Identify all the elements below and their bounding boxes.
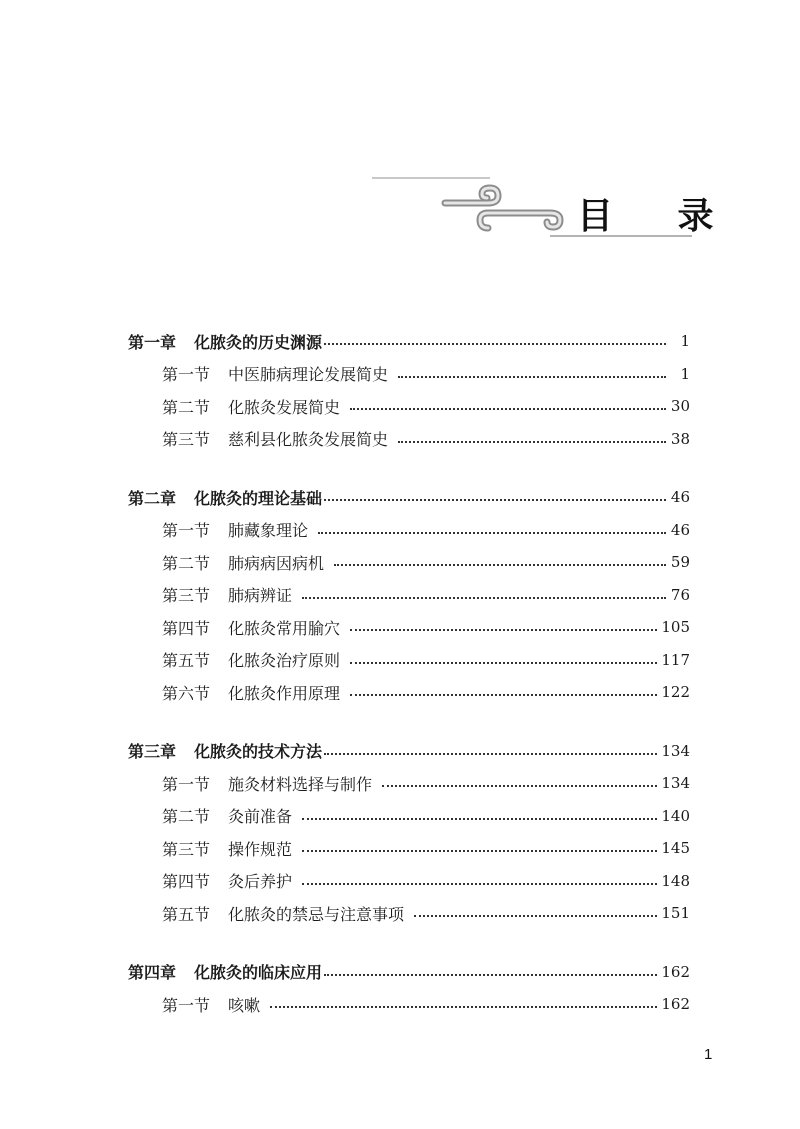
section-entry-page: 105	[661, 618, 690, 637]
section-entry-title: 化脓灸发展简史	[228, 397, 341, 417]
section-entry-page: 30	[670, 397, 690, 416]
section-entry-number: 第一节	[162, 521, 211, 541]
section-entry[interactable]	[128, 767, 690, 800]
chapter-entry-label	[128, 330, 322, 353]
chapter-entry-page: 162	[661, 962, 690, 981]
chapter-block	[128, 956, 690, 1021]
chapter-entry-label	[128, 960, 322, 983]
section-entry-label	[162, 902, 404, 925]
chapter-entry[interactable]	[128, 735, 690, 768]
section-entry-number: 第一节	[162, 365, 211, 385]
section-entry-page: 76	[670, 585, 690, 604]
section-entry-title: 施灸材料选择与制作	[228, 774, 373, 794]
dot-leader	[302, 883, 657, 885]
section-entry-label	[162, 616, 340, 639]
section-entry-title: 化脓灸作用原理	[228, 683, 341, 703]
section-entry[interactable]	[128, 865, 690, 898]
section-entry[interactable]	[128, 423, 690, 456]
section-entry-label	[162, 804, 292, 827]
section-entry[interactable]	[128, 897, 690, 930]
chapter-entry-number: 第四章	[128, 963, 177, 983]
chapter-entry-title: 化脓灸的理论基础	[194, 488, 323, 508]
section-entry-title: 操作规范	[228, 839, 293, 859]
section-entry-number: 第五节	[162, 904, 211, 924]
section-entry-number: 第一节	[162, 995, 211, 1015]
section-entry-title: 灸后养护	[228, 872, 293, 892]
chapter-entry[interactable]	[128, 956, 690, 989]
section-entry-title: 化脓灸治疗原则	[228, 651, 341, 671]
chapter-block	[128, 325, 690, 455]
section-entry-page: 140	[661, 806, 690, 825]
dot-leader	[302, 818, 657, 820]
section-entry-title: 咳嗽	[228, 995, 261, 1015]
section-entry-page: 151	[661, 904, 690, 923]
section-entry-title: 慈利县化脓灸发展简史	[228, 430, 389, 450]
dot-leader	[334, 564, 666, 566]
chapter-entry-page: 134	[661, 741, 690, 760]
page-number: 1	[704, 1046, 713, 1063]
section-entry-label	[162, 772, 372, 795]
dot-leader	[398, 376, 666, 378]
section-entry-page: 1	[680, 364, 690, 383]
section-entry-label	[162, 551, 324, 574]
section-entry-label	[162, 583, 292, 606]
section-entry-number: 第六节	[162, 683, 211, 703]
table-of-contents	[128, 325, 690, 1047]
section-entry-page: 148	[661, 871, 690, 890]
section-entry[interactable]	[128, 579, 690, 612]
section-entry-label	[162, 362, 388, 385]
toc-header	[370, 170, 740, 245]
dot-leader	[350, 662, 657, 664]
dot-leader	[302, 850, 657, 852]
section-entry[interactable]	[128, 611, 690, 644]
section-entry[interactable]	[128, 390, 690, 423]
chapter-entry-label	[128, 486, 322, 509]
section-entry-title: 中医肺病理论发展简史	[228, 365, 389, 385]
dot-leader	[318, 532, 666, 534]
dot-leader	[350, 408, 666, 410]
chapter-entry-title: 化脓灸的历史渊源	[194, 332, 323, 352]
chapter-entry-label	[128, 739, 322, 762]
section-entry-page: 134	[661, 774, 690, 793]
section-entry-page: 46	[670, 520, 690, 539]
section-entry-page: 122	[661, 683, 690, 702]
chapter-entry-title: 化脓灸的临床应用	[194, 963, 323, 983]
chapter-entry-title: 化脓灸的技术方法	[194, 742, 323, 762]
section-entry-number: 第二节	[162, 807, 211, 827]
section-entry-title: 化脓灸的禁忌与注意事项	[228, 904, 405, 924]
section-entry-page: 145	[661, 839, 690, 858]
section-entry-page: 117	[661, 650, 690, 669]
section-entry-number: 第五节	[162, 651, 211, 671]
dot-leader	[398, 441, 666, 443]
chapter-block	[128, 735, 690, 930]
dot-leader	[324, 499, 666, 501]
section-entry-title: 化脓灸常用腧穴	[228, 618, 341, 638]
section-entry-number: 第三节	[162, 430, 211, 450]
section-entry-number: 第三节	[162, 839, 211, 859]
section-entry-title: 灸前准备	[228, 807, 293, 827]
section-entry[interactable]	[128, 800, 690, 833]
chapter-entry-number: 第二章	[128, 488, 177, 508]
section-entry-page: 59	[670, 553, 690, 572]
section-entry-label	[162, 681, 340, 704]
section-entry-number: 第二节	[162, 553, 211, 573]
section-entry-label	[162, 395, 340, 418]
section-entry-title: 肺病辨证	[228, 586, 293, 606]
page-title: 目 录	[577, 196, 740, 237]
section-entry[interactable]	[128, 832, 690, 865]
chapter-entry[interactable]	[128, 325, 690, 358]
section-entry[interactable]	[128, 676, 690, 709]
section-entry-number: 第三节	[162, 586, 211, 606]
section-entry[interactable]	[128, 358, 690, 391]
section-entry-title: 肺藏象理论	[228, 521, 309, 541]
section-entry-label	[162, 518, 308, 541]
section-entry-label	[162, 427, 388, 450]
chapter-entry-page: 1	[680, 332, 690, 351]
section-entry-label	[162, 648, 340, 671]
section-entry-title: 肺病病因病机	[228, 553, 325, 573]
chapter-block	[128, 481, 690, 709]
dot-leader	[350, 694, 657, 696]
dot-leader	[270, 1006, 657, 1008]
dot-leader	[324, 974, 657, 976]
dot-leader	[382, 785, 657, 787]
section-entry-number: 第四节	[162, 618, 211, 638]
section-entry[interactable]	[128, 514, 690, 547]
dot-leader	[324, 753, 657, 755]
section-entry[interactable]	[128, 546, 690, 579]
section-entry-number: 第二节	[162, 397, 211, 417]
chapter-entry-number: 第一章	[128, 332, 177, 352]
chapter-entry-page: 46	[670, 488, 690, 507]
dot-leader	[350, 629, 657, 631]
section-entry-page: 38	[670, 429, 690, 448]
section-entry-label	[162, 837, 292, 860]
section-entry-number: 第一节	[162, 774, 211, 794]
section-entry-label	[162, 993, 260, 1016]
chapter-entry-number: 第三章	[128, 742, 177, 762]
chapter-entry[interactable]	[128, 481, 690, 514]
section-entry[interactable]	[128, 988, 690, 1021]
section-entry[interactable]	[128, 644, 690, 677]
section-entry-page: 162	[661, 995, 690, 1014]
section-entry-label	[162, 869, 292, 892]
dot-leader	[302, 597, 666, 599]
section-entry-number: 第四节	[162, 872, 211, 892]
dot-leader	[324, 343, 666, 345]
dot-leader	[414, 915, 657, 917]
